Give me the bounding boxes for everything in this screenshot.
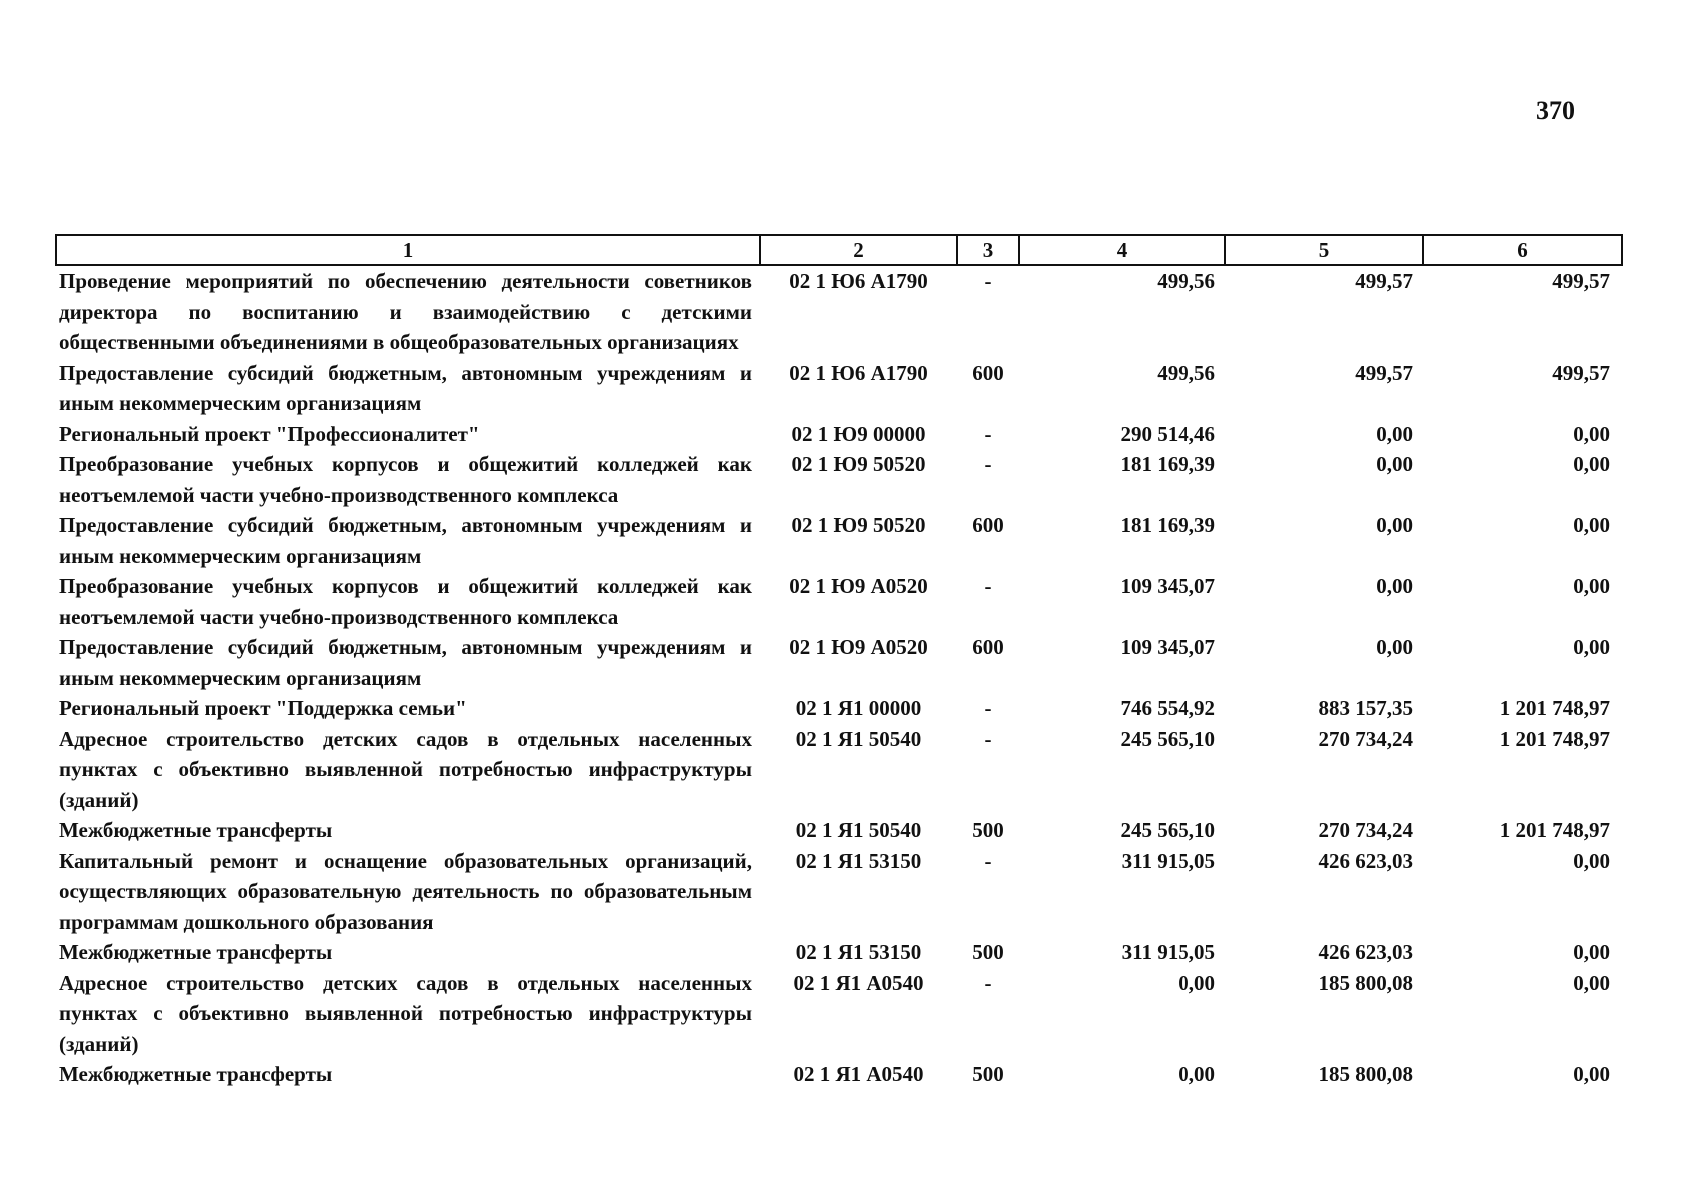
row-value-col5: 0,00 bbox=[1376, 635, 1413, 659]
row-value-col4: 311 915,05 bbox=[1121, 848, 1215, 873]
row-type: 500 bbox=[972, 1062, 1004, 1086]
row-code: 02 1 Ю9 00000 bbox=[791, 421, 926, 446]
row-value-col4: 181 169,39 bbox=[1120, 513, 1215, 537]
table-row bbox=[56, 571, 1622, 632]
row-type: 600 bbox=[972, 635, 1004, 659]
row-name: Межбюджетные трансферты bbox=[59, 1062, 333, 1086]
row-value-col5: 426 623,03 bbox=[1318, 848, 1413, 873]
table-header bbox=[56, 235, 1622, 265]
row-name: Преобразование учебных корпусов и общежитий колледжей как неотъемлемой части учебно-производственного комплекса bbox=[59, 452, 752, 507]
column-header-2: 2 bbox=[760, 235, 957, 265]
row-value-col6: 1 201 748,97 bbox=[1499, 726, 1610, 751]
table-row bbox=[56, 968, 1622, 1060]
row-code: 02 1 Ю9 50520 bbox=[791, 513, 926, 537]
row-name: Межбюджетные трансферты bbox=[59, 818, 333, 842]
row-value-col5: 426 623,03 bbox=[1318, 940, 1413, 964]
table-row bbox=[56, 937, 1622, 968]
row-code: 02 1 Я1 53150 bbox=[795, 940, 922, 964]
row-name: Проведение мероприятий по обеспечению деятельности советников директора по воспитанию и взаимодействию с детскими общественными объединениями в общеобразовательных организациях bbox=[59, 269, 752, 354]
table-row bbox=[56, 358, 1622, 419]
row-value-col5: 499,57 bbox=[1355, 360, 1413, 385]
row-name: Межбюджетные трансферты bbox=[59, 940, 333, 964]
row-value-col4: 181 169,39 bbox=[1120, 452, 1215, 476]
row-name: Предоставление субсидий бюджетным, автономным учреждениям и иным некоммерческим организациям bbox=[59, 360, 752, 415]
row-code: 02 1 Я1 50540 bbox=[795, 726, 922, 751]
row-name: Предоставление субсидий бюджетным, автономным учреждениям и иным некоммерческим организациям bbox=[59, 513, 752, 568]
row-type: - bbox=[984, 696, 992, 720]
column-header-4: 4 bbox=[1019, 235, 1225, 265]
table-row bbox=[56, 693, 1622, 724]
row-value-col4: 290 514,46 bbox=[1120, 421, 1215, 446]
row-value-col4: 109 345,07 bbox=[1120, 635, 1215, 659]
row-type: - bbox=[984, 574, 992, 598]
row-type: 600 bbox=[972, 513, 1004, 537]
row-type: - bbox=[984, 970, 992, 995]
row-value-col6: 0,00 bbox=[1573, 635, 1610, 659]
row-value-col5: 0,00 bbox=[1376, 513, 1413, 537]
row-value-col4: 499,56 bbox=[1157, 269, 1215, 293]
row-value-col5: 499,57 bbox=[1355, 269, 1413, 293]
header-row bbox=[56, 235, 1622, 265]
row-code: 02 1 Ю9 50520 bbox=[791, 452, 926, 476]
table-row bbox=[56, 724, 1622, 816]
table-body bbox=[56, 265, 1622, 1090]
row-value-col6: 0,00 bbox=[1573, 848, 1610, 873]
table-row bbox=[56, 1059, 1622, 1090]
row-value-col4: 245 565,10 bbox=[1120, 818, 1215, 842]
row-name: Региональный проект "Профессионалитет" bbox=[59, 421, 480, 446]
table-row bbox=[56, 449, 1622, 510]
row-type: - bbox=[984, 421, 992, 446]
row-type: 500 bbox=[972, 818, 1004, 842]
row-value-col5: 0,00 bbox=[1376, 574, 1413, 598]
row-value-col6: 0,00 bbox=[1573, 1062, 1610, 1086]
row-value-col4: 311 915,05 bbox=[1121, 940, 1215, 964]
row-value-col5: 0,00 bbox=[1376, 452, 1413, 476]
column-header-3: 3 bbox=[957, 235, 1019, 265]
row-name: Региональный проект "Поддержка семьи" bbox=[59, 696, 467, 720]
row-code: 02 1 Ю9 А0520 bbox=[789, 635, 928, 659]
row-code: 02 1 Ю6 А1790 bbox=[789, 269, 928, 293]
row-name: Адресное строительство детских садов в отдельных населенных пунктах с объективно выявленной потребностью инфраструктуры (зданий) bbox=[59, 970, 752, 1056]
row-value-col5: 0,00 bbox=[1376, 421, 1413, 446]
row-value-col4: 746 554,92 bbox=[1120, 696, 1215, 720]
row-name: Предоставление субсидий бюджетным, автономным учреждениям и иным некоммерческим организациям bbox=[59, 635, 752, 690]
row-value-col6: 0,00 bbox=[1573, 940, 1610, 964]
table-row bbox=[56, 632, 1622, 693]
budget-table bbox=[55, 234, 1623, 1090]
row-value-col4: 0,00 bbox=[1178, 1062, 1215, 1086]
row-type: - bbox=[984, 848, 992, 873]
row-value-col6: 499,57 bbox=[1552, 360, 1610, 385]
row-value-col4: 109 345,07 bbox=[1120, 574, 1215, 598]
row-code: 02 1 Я1 А0540 bbox=[793, 1062, 924, 1086]
row-value-col5: 270 734,24 bbox=[1318, 818, 1413, 842]
column-header-6: 6 bbox=[1423, 235, 1622, 265]
row-value-col4: 499,56 bbox=[1157, 360, 1215, 385]
row-value-col5: 185 800,08 bbox=[1318, 970, 1413, 995]
row-value-col6: 0,00 bbox=[1573, 421, 1610, 446]
row-name: Адресное строительство детских садов в отдельных населенных пунктах с объективно выявленной потребностью инфраструктуры (зданий) bbox=[59, 726, 752, 812]
table-row bbox=[56, 265, 1622, 358]
row-value-col6: 499,57 bbox=[1552, 269, 1610, 293]
row-value-col4: 245 565,10 bbox=[1120, 726, 1215, 751]
row-name: Капитальный ремонт и оснащение образовательных организаций, осуществляющих образовательную деятельность по образовательным программам дошкольного образования bbox=[59, 848, 752, 934]
row-value-col6: 0,00 bbox=[1573, 452, 1610, 476]
row-code: 02 1 Я1 А0540 bbox=[793, 970, 924, 995]
column-header-1: 1 bbox=[56, 235, 760, 265]
row-value-col6: 0,00 bbox=[1573, 574, 1610, 598]
row-type: - bbox=[984, 269, 992, 293]
row-code: 02 1 Ю9 А0520 bbox=[789, 574, 928, 598]
table-row bbox=[56, 846, 1622, 938]
row-type: - bbox=[984, 726, 992, 751]
row-type: 500 bbox=[972, 940, 1004, 964]
row-type: - bbox=[984, 452, 992, 476]
column-header-5: 5 bbox=[1225, 235, 1423, 265]
row-value-col6: 0,00 bbox=[1573, 513, 1610, 537]
row-code: 02 1 Я1 50540 bbox=[795, 818, 922, 842]
row-name: Преобразование учебных корпусов и общежитий колледжей как неотъемлемой части учебно-производственного комплекса bbox=[59, 574, 752, 629]
row-value-col4: 0,00 bbox=[1178, 970, 1215, 995]
row-value-col5: 185 800,08 bbox=[1318, 1062, 1413, 1086]
row-value-col6: 1 201 748,97 bbox=[1499, 818, 1610, 842]
row-code: 02 1 Я1 53150 bbox=[795, 848, 922, 873]
page-number: 370 bbox=[1536, 96, 1575, 125]
row-code: 02 1 Я1 00000 bbox=[795, 696, 922, 720]
row-code: 02 1 Ю6 А1790 bbox=[789, 360, 928, 385]
table-row bbox=[56, 419, 1622, 450]
row-type: 600 bbox=[972, 360, 1004, 385]
row-value-col6: 0,00 bbox=[1573, 970, 1610, 995]
row-value-col6: 1 201 748,97 bbox=[1499, 696, 1610, 720]
table-row bbox=[56, 510, 1622, 571]
table-row bbox=[56, 815, 1622, 846]
row-value-col5: 883 157,35 bbox=[1318, 696, 1413, 720]
row-value-col5: 270 734,24 bbox=[1318, 726, 1413, 751]
